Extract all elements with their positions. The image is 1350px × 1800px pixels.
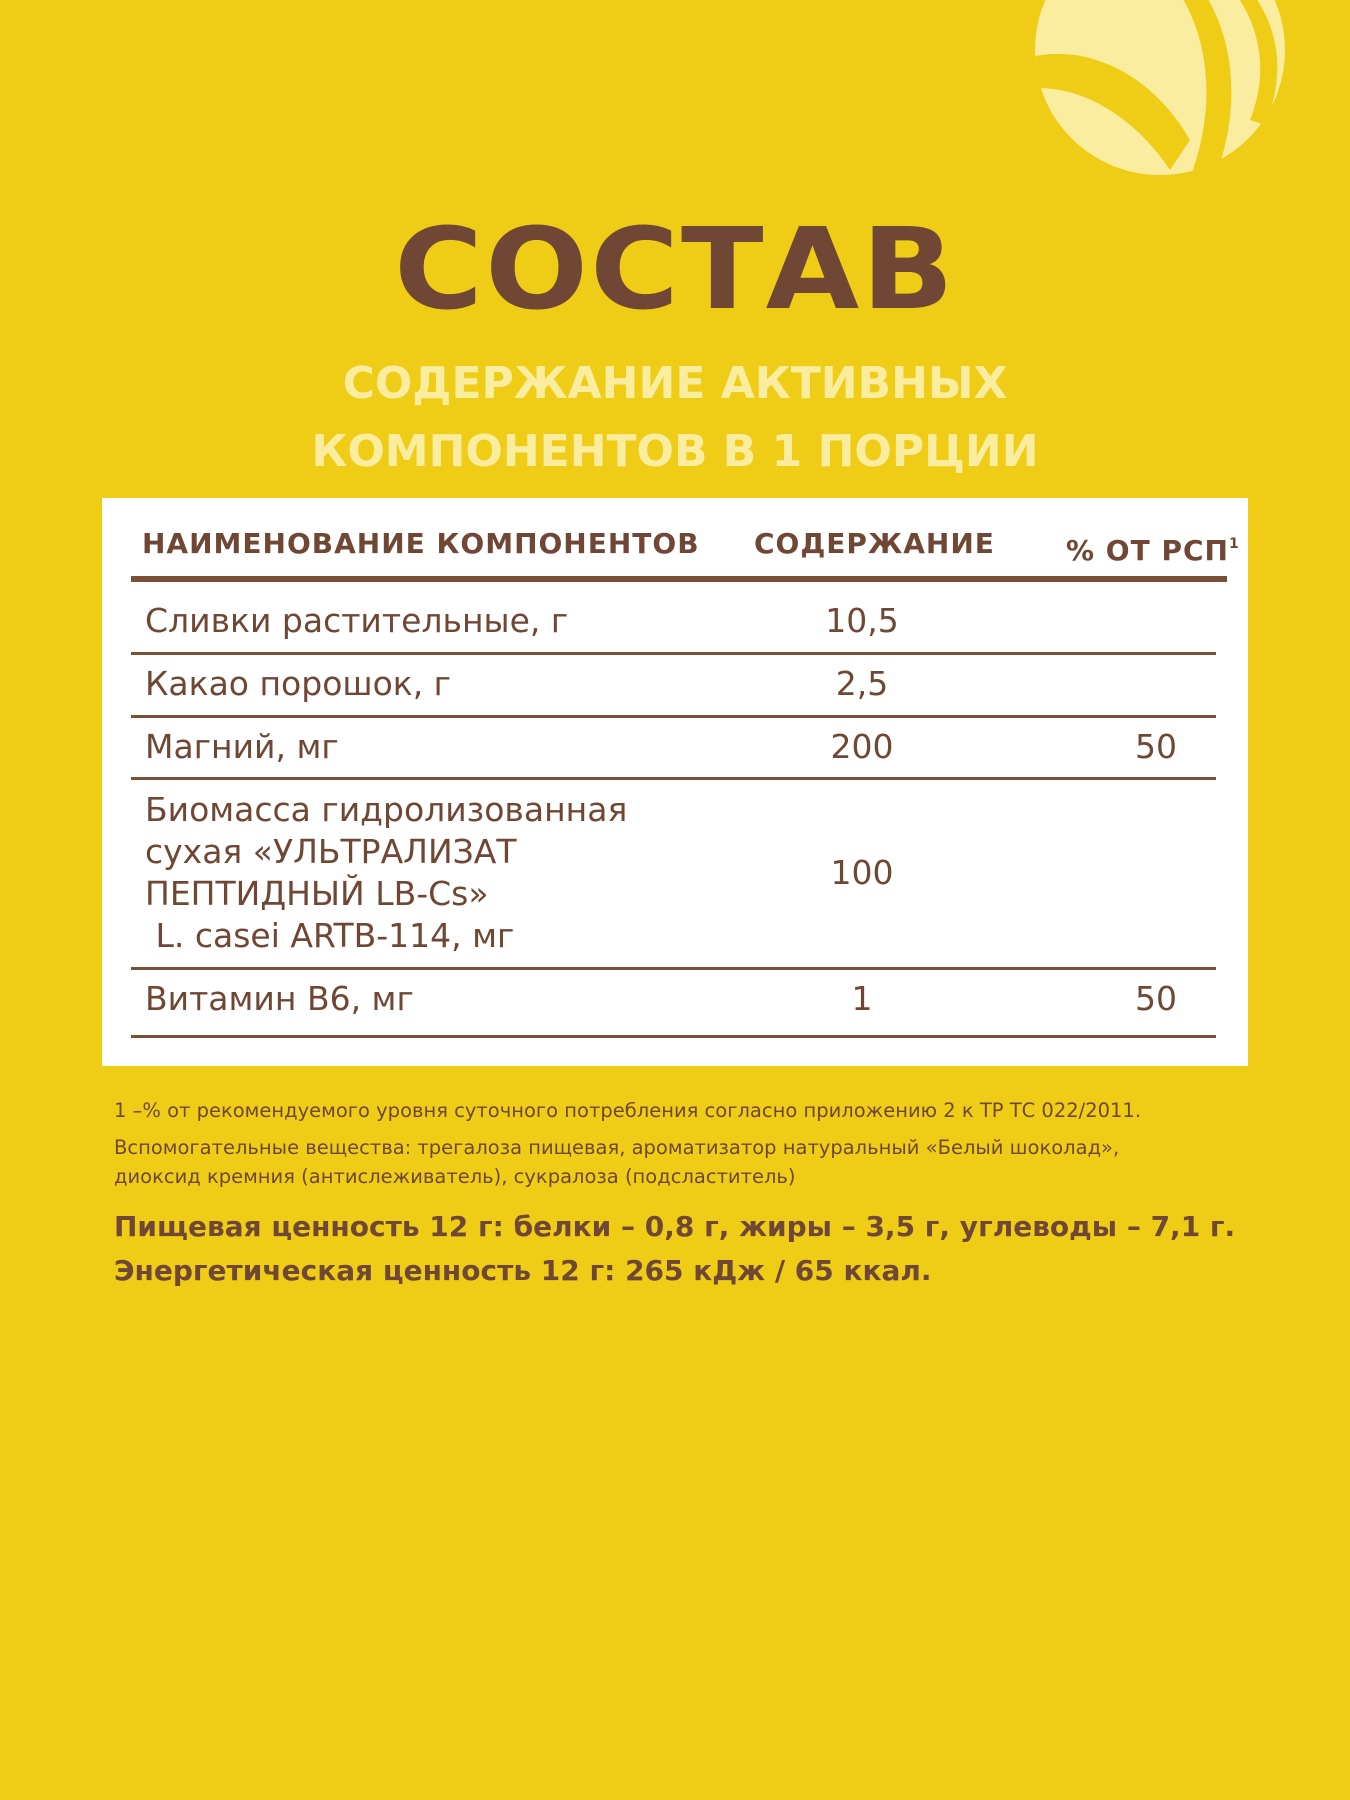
- row-4-content: 100: [830, 853, 894, 892]
- row-2-name: Какао порошок, г: [145, 664, 452, 703]
- row-3-name: Магний, мг: [145, 727, 339, 766]
- row-5-rsp: 50: [1135, 979, 1177, 1018]
- footnote-excipients-cont: диоксид кремния (антислеживатель), сукралоза (подсластитель): [114, 1165, 796, 1188]
- footnote-rsp: 1 –% от рекомендуемого уровня суточного потребления согласно приложению 2 к ТР ТС 022/2011.: [114, 1099, 1142, 1122]
- header-divider: [131, 576, 1227, 582]
- row-1-name: Сливки растительные, г: [145, 601, 569, 640]
- row-5-content: 1: [851, 979, 873, 1018]
- header-rsp-footnote-mark: 1: [1228, 536, 1240, 552]
- row-divider: [131, 777, 1216, 780]
- row-divider: [131, 1035, 1216, 1038]
- footnote-excipients: Вспомогательные вещества: трегалоза пищевая, ароматизатор натуральный «Белый шоколад»,: [114, 1136, 1120, 1159]
- nutrition-value: Пищевая ценность 12 г: белки – 0,8 г, жиры – 3,5 г, углеводы – 7,1 г.: [114, 1210, 1236, 1243]
- row-3-rsp: 50: [1135, 727, 1177, 766]
- header-rsp-label: % ОТ РСП: [1066, 534, 1229, 567]
- row-divider: [131, 967, 1216, 970]
- nutrition-info: [114, 1205, 1334, 1293]
- row-4-name-line-3: ПЕПТИДНЫЙ LB-Cs»: [145, 874, 489, 913]
- footnotes: [114, 1096, 1254, 1191]
- row-3-content: 200: [830, 727, 894, 766]
- energy-value: Энергетическая ценность 12 г: 265 кДж / 65 ккал.: [114, 1254, 932, 1287]
- page-title: СОСТАВ: [394, 205, 956, 335]
- row-5-name: Витамин В6, мг: [145, 979, 414, 1018]
- row-divider: [131, 715, 1216, 718]
- wheat-grain-circle-icon: [1020, 0, 1300, 180]
- row-4-name-line-1: Биомасса гидролизованная: [145, 790, 628, 829]
- subtitle-line: КОМПОНЕНТОВ В 1 ПОРЦИИ: [311, 426, 1039, 477]
- row-4-name-line-2: сухая «УЛЬТРАЛИЗАТ: [145, 832, 517, 871]
- row-2-content: 2,5: [835, 664, 889, 703]
- header-component-name: НАИМЕНОВАНИЕ КОМПОНЕНТОВ: [142, 527, 700, 560]
- page-subtitle: [0, 350, 1350, 486]
- row-4-name-line-4: L. casei ARTB-114, мг: [145, 916, 515, 955]
- header-rsp: [1066, 522, 1240, 573]
- subtitle-line: СОДЕРЖАНИЕ АКТИВНЫХ: [342, 358, 1008, 409]
- row-divider: [131, 652, 1216, 655]
- row-1-content: 10,5: [825, 601, 899, 640]
- header-content: СОДЕРЖАНИЕ: [754, 527, 995, 560]
